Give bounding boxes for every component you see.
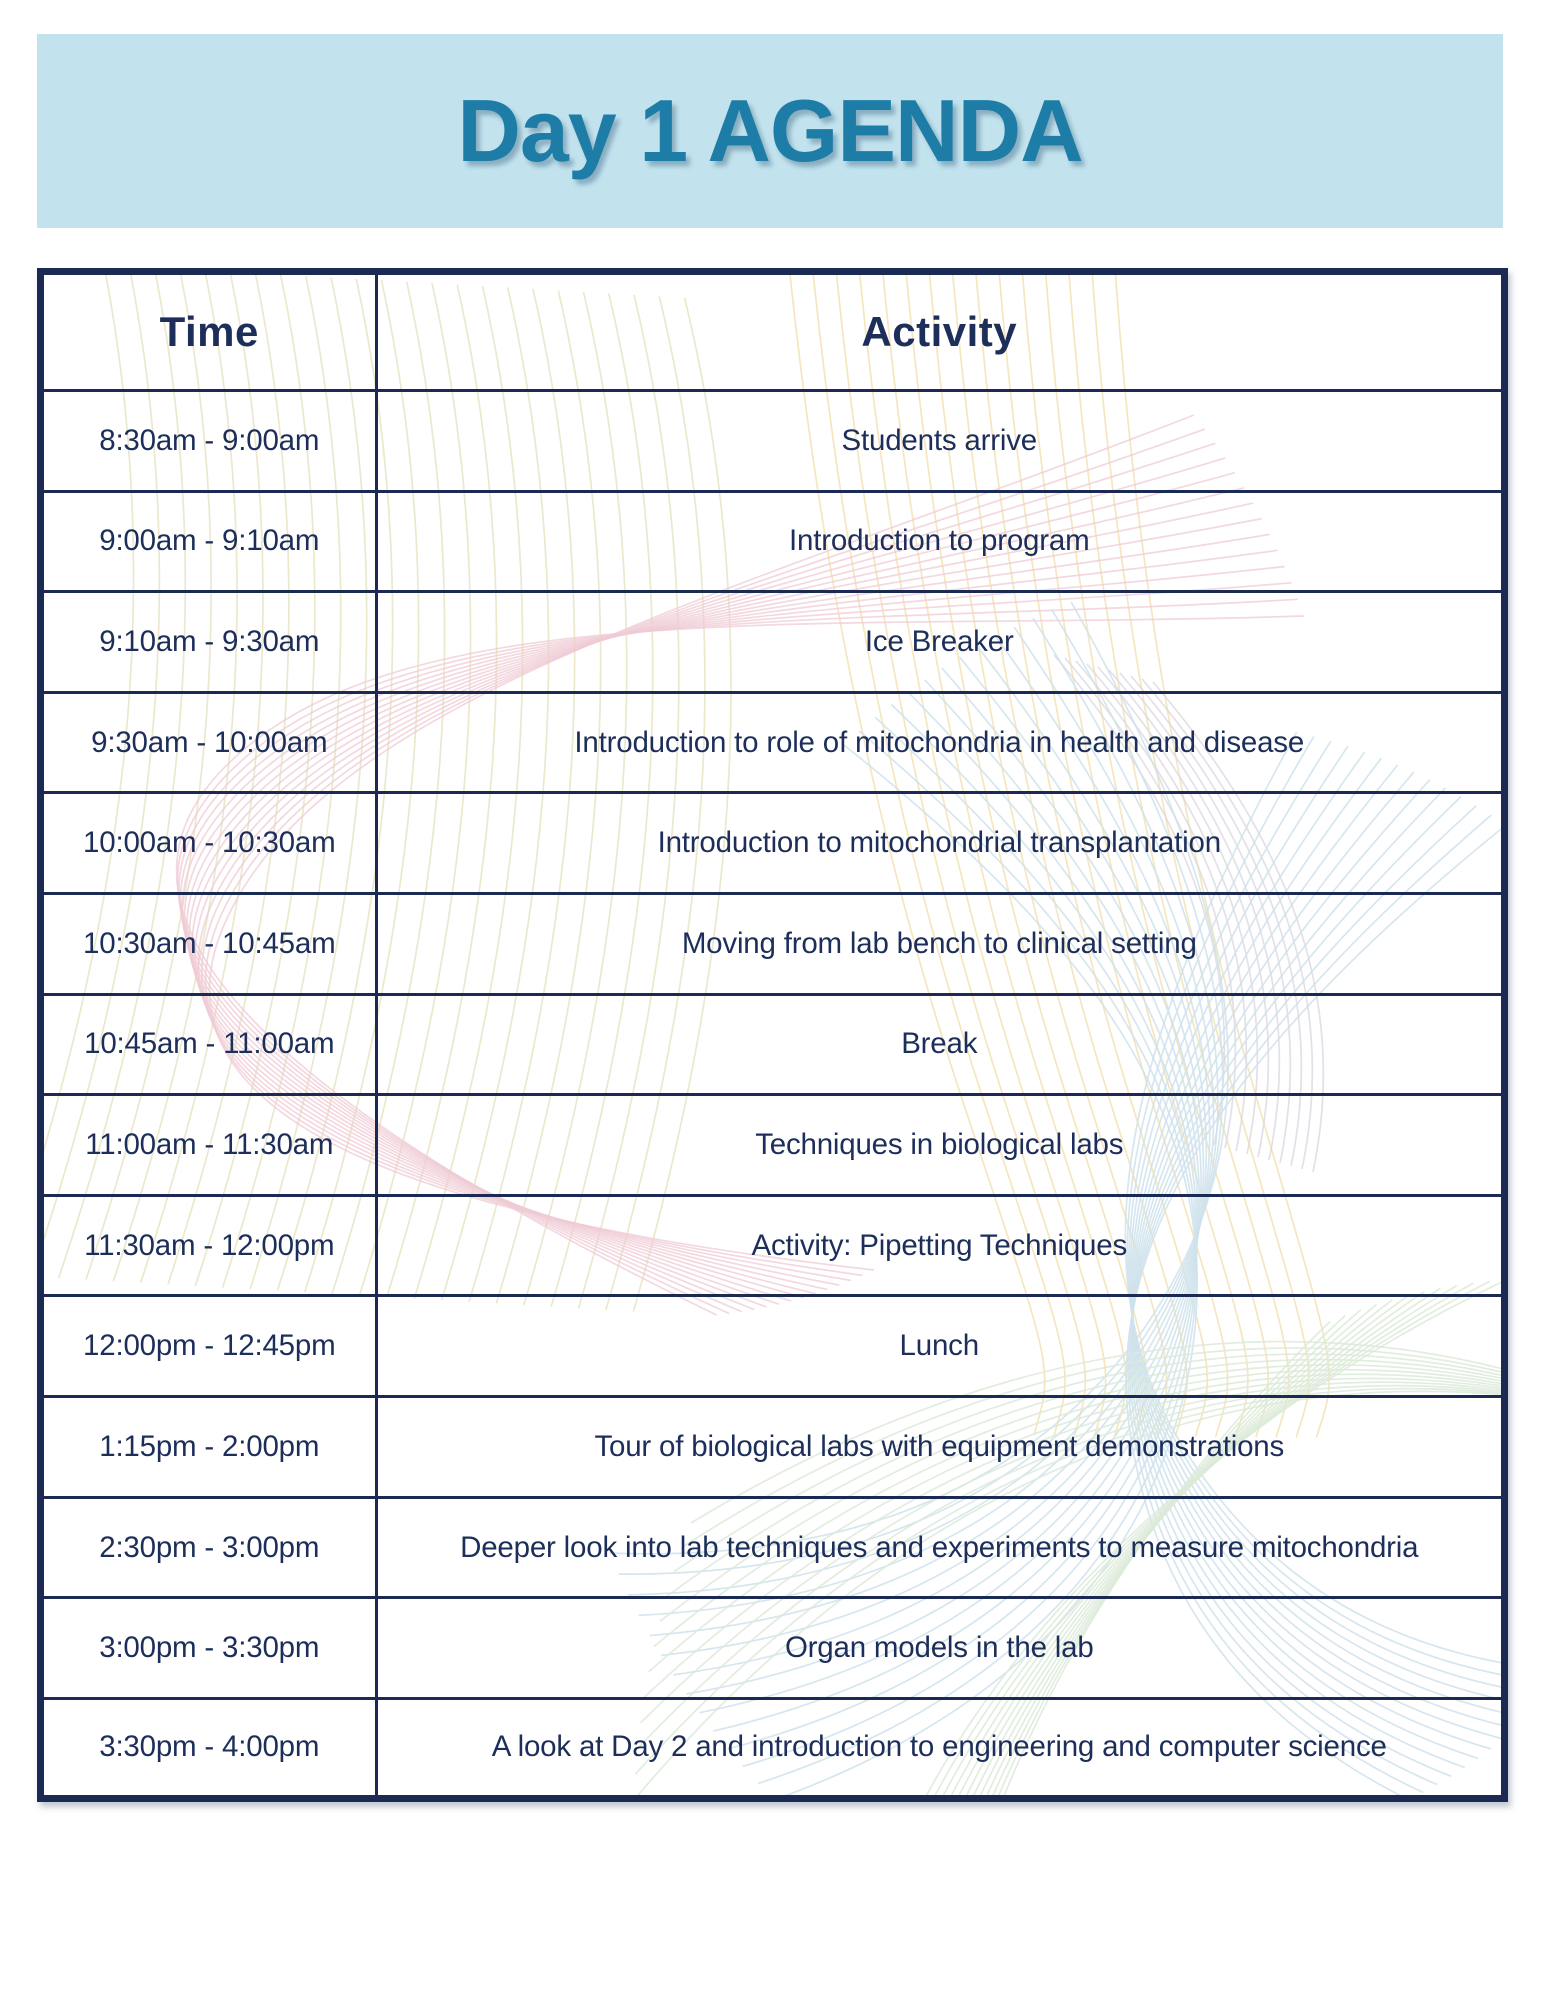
agenda-row: [44, 692, 1501, 793]
agenda-row: [44, 391, 1501, 492]
activity-cell: Activity: Pipetting Techniques: [376, 1195, 1501, 1296]
agenda-row: [44, 894, 1501, 995]
activity-cell: Introduction to role of mitochondria in health and disease: [376, 692, 1501, 793]
activity-cell: Introduction to program: [376, 491, 1501, 592]
time-cell: 11:30am - 12:00pm: [44, 1195, 376, 1296]
agenda-table-container: [37, 268, 1508, 1802]
activity-cell: Lunch: [376, 1296, 1501, 1397]
time-cell: 12:00pm - 12:45pm: [44, 1296, 376, 1397]
agenda-row: [44, 592, 1501, 693]
activity-cell: A look at Day 2 and introduction to engineering and computer science: [376, 1698, 1501, 1795]
agenda-row: [44, 994, 1501, 1095]
time-cell: 9:00am - 9:10am: [44, 491, 376, 592]
time-cell: 8:30am - 9:00am: [44, 391, 376, 492]
time-cell: 1:15pm - 2:00pm: [44, 1397, 376, 1498]
activity-cell: Techniques in biological labs: [376, 1095, 1501, 1196]
page-title: Day 1 AGENDA: [457, 81, 1083, 180]
agenda-row: [44, 1497, 1501, 1598]
time-cell: 10:45am - 11:00am: [44, 994, 376, 1095]
time-cell: 3:30pm - 4:00pm: [44, 1698, 376, 1795]
agenda-row: [44, 1296, 1501, 1397]
agenda-row: [44, 1095, 1501, 1196]
time-cell: 11:00am - 11:30am: [44, 1095, 376, 1196]
agenda-row: [44, 1195, 1501, 1296]
time-cell: 10:30am - 10:45am: [44, 894, 376, 995]
agenda-row: [44, 1397, 1501, 1498]
agenda-row: [44, 1698, 1501, 1795]
activity-column-header: Activity: [376, 275, 1501, 391]
agenda-row: [44, 491, 1501, 592]
agenda-table: [44, 275, 1501, 1795]
activity-cell: Deeper look into lab techniques and experiments to measure mitochondria: [376, 1497, 1501, 1598]
time-cell: 9:10am - 9:30am: [44, 592, 376, 693]
time-column-header: Time: [44, 275, 376, 391]
activity-cell: Introduction to mitochondrial transplantation: [376, 793, 1501, 894]
time-cell: 9:30am - 10:00am: [44, 692, 376, 793]
time-cell: 3:00pm - 3:30pm: [44, 1598, 376, 1699]
title-banner: [37, 34, 1503, 228]
activity-cell: Moving from lab bench to clinical setting: [376, 894, 1501, 995]
time-cell: 10:00am - 10:30am: [44, 793, 376, 894]
activity-cell: Ice Breaker: [376, 592, 1501, 693]
agenda-row: [44, 793, 1501, 894]
activity-cell: Break: [376, 994, 1501, 1095]
agenda-row: [44, 1598, 1501, 1699]
activity-cell: Students arrive: [376, 391, 1501, 492]
activity-cell: Tour of biological labs with equipment demonstrations: [376, 1397, 1501, 1498]
header-row: [44, 275, 1501, 391]
time-cell: 2:30pm - 3:00pm: [44, 1497, 376, 1598]
activity-cell: Organ models in the lab: [376, 1598, 1501, 1699]
